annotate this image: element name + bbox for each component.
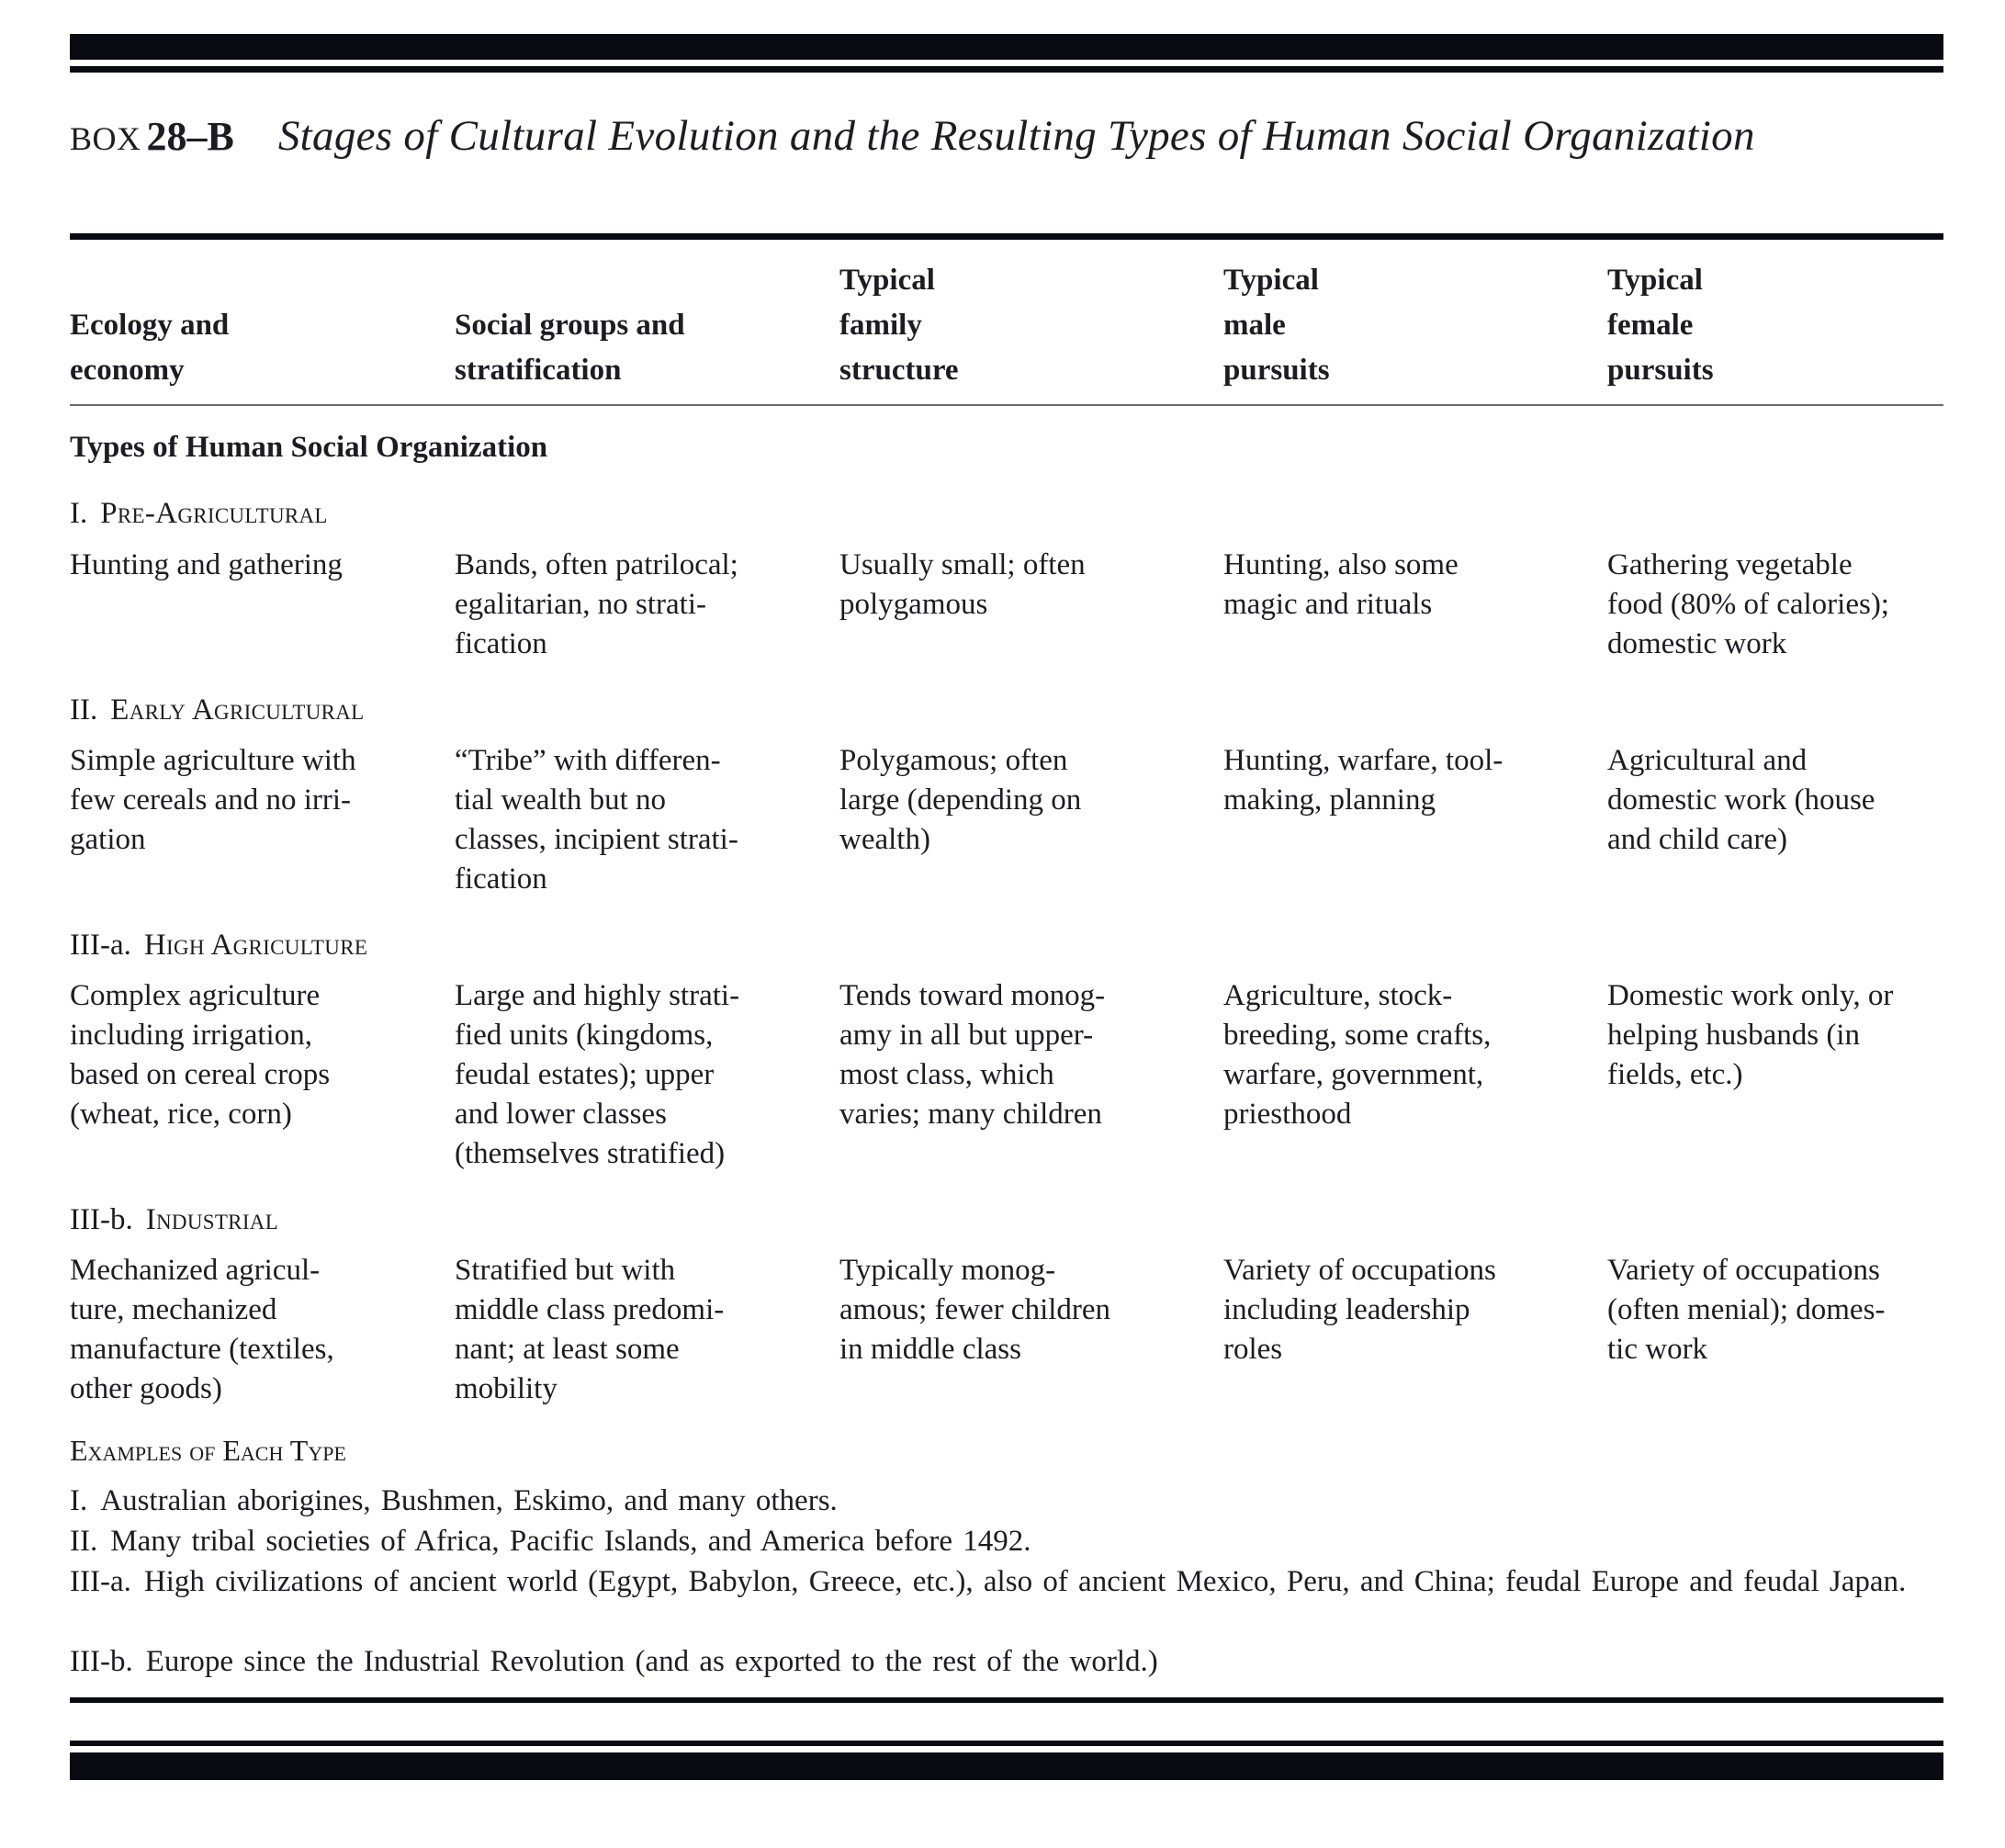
table-cell: Simple agriculture with few cereals and no irri- gation [70,744,356,856]
example-text: Europe since the Industrial Revolution (and as exported to the rest of the world.) [145,1645,1158,1678]
column-header-label: Typical male pursuits [1223,264,1330,387]
table-cell: Typically monog- amous; fewer children in middle class [839,1254,1111,1366]
example-number: I. [70,1484,88,1517]
table-cell: Agriculture, stock- breeding, some crafts, warfare, government, priesthood [1223,979,1492,1131]
table-cell: Stratified but with middle class predomi- nant; at least some mobility [455,1254,725,1405]
example-item [70,1481,1953,1521]
box-title [70,108,1755,166]
example-text: Many tribal societies of Africa, Pacific Islands, and America before 1492. [110,1525,1031,1558]
table-cell: Gathering vegetable food (80% of calories); domestic work [1607,548,1889,660]
column-header-label: Typical family structure [839,264,959,387]
column-header-family-structure [839,255,1207,393]
table-cell: Domestic work only, or helping husbands (in fields, etc.) [1607,979,1894,1091]
stage-number: II. [70,693,98,727]
example-text: High civilizations of ancient world (Egypt, Babylon, Greece, etc.), also of ancient Mexico, Peru, and China; feudal Europe and feudal Japan. [143,1565,1907,1598]
stage-heading-industrial [70,1200,278,1240]
column-header-social-groups [455,255,822,393]
stage-number: I. [70,497,88,530]
column-header-female-pursuits [1607,255,1956,393]
table-cell: “Tribe” with differen- tial wealth but no classes, incipient strati- fication [455,744,738,896]
example-item [70,1521,1953,1561]
example-text: Australian aborigines, Bushmen, Eskimo, and many others. [100,1484,838,1517]
table-end-rule [70,1697,1943,1703]
table-cell: Hunting and gathering [70,548,343,581]
stage-number: III-a. [70,929,131,962]
stage-number: III-b. [70,1203,133,1236]
stage-heading-early-agricultural [70,690,365,730]
table-cell: Hunting, also some magic and rituals [1223,548,1459,621]
column-header-ecology [70,255,437,393]
table-cell: Tends toward monog- amy in all but upper- most class, which varies; many children [839,979,1106,1131]
column-header-label: Typical female pursuits [1607,264,1714,387]
column-header-label: Social groups and stratification [455,309,685,387]
example-number: II. [70,1525,98,1558]
table-cell: Usually small; often polygamous [839,548,1086,621]
table-header-bottom-rule [70,404,1943,406]
table-cell: Mechanized agricul- ture, mechanized manufacture (textiles, other goods) [70,1254,334,1405]
table-cell: Hunting, warfare, tool- making, planning [1223,744,1504,817]
column-header-label: Ecology and economy [70,309,230,387]
table-cell: Complex agriculture including irrigation, based on cereal crops (wheat, rice, corn) [70,979,331,1131]
bottom-thick-rule [70,1752,1943,1780]
table-cell: Variety of occupations including leadership roles [1223,1254,1496,1366]
table-header-top-rule [70,233,1943,240]
stage-name: Industrial [145,1203,279,1236]
section-title: Types of Human Social Organization [70,431,548,464]
stage-heading-high-agriculture [70,925,367,965]
table-cell: Variety of occupations (often menial); domes- tic work [1607,1254,1886,1366]
table-cell: Agricultural and domestic work (house and child care) [1607,744,1875,856]
examples-heading: Examples of Each Type [70,1434,346,1467]
table-cell: Bands, often patrilocal; egalitarian, no strati- fication [455,548,738,660]
example-number: III-a. [70,1565,131,1598]
bottom-thin-rule [70,1741,1943,1746]
top-thick-rule [70,34,1943,60]
stage-name: Early Agricultural [110,693,365,727]
box-label: BOX [70,120,141,157]
table-cell: Large and highly strati- fied units (kingdoms, feudal estates); upper and lower classes (themselves stratified) [455,979,740,1170]
example-number: III-b. [70,1645,133,1678]
example-item [70,1561,1953,1602]
stage-name: High Agriculture [143,929,368,962]
box-title-text: Stages of Cultural Evolution and the Resulting Types of Human Social Organization [277,112,1755,160]
stage-heading-pre-agricultural [70,493,328,534]
example-item [70,1641,1953,1682]
table-cell: Polygamous; often large (depending on wealth) [839,744,1082,856]
box-number: 28–B [146,114,234,159]
column-header-male-pursuits [1223,255,1591,393]
stage-name: Pre-Agricultural [100,497,328,530]
top-thin-rule [70,66,1943,73]
